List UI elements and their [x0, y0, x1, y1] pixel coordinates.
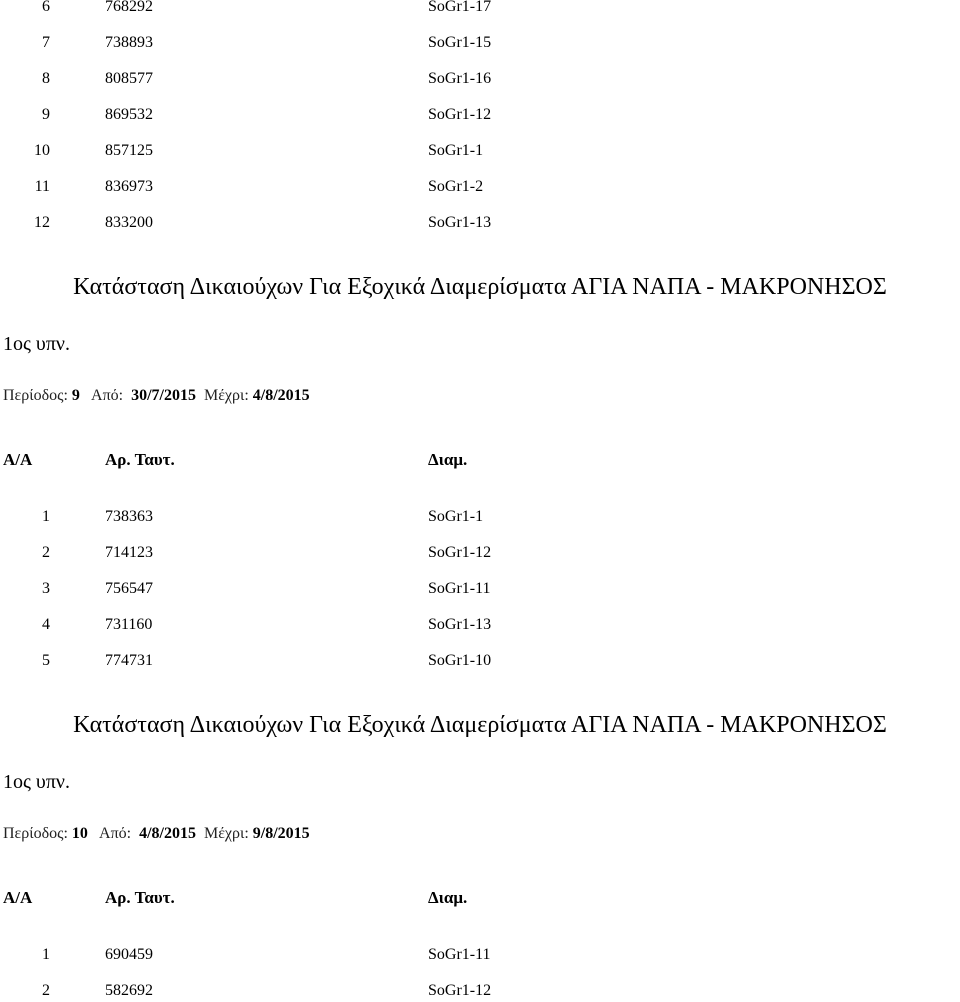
header-aa: Α/Α — [3, 450, 33, 469]
period-line — [3, 823, 310, 845]
row-number: 3 — [42, 580, 50, 597]
table-row — [0, 32, 960, 54]
row-number: 10 — [34, 142, 50, 159]
to-label: Μέχρι: — [203, 387, 249, 404]
id-number: 768292 — [105, 0, 153, 15]
apartment-code: SoGr1-12 — [428, 106, 492, 123]
apartment-code: SoGr1-17 — [428, 0, 492, 15]
apartment-code: SoGr1-1 — [428, 508, 484, 525]
floor-label: 1ος υπν. — [3, 771, 70, 793]
id-number: 836973 — [105, 178, 153, 195]
id-number: 738893 — [105, 34, 153, 51]
id-number: 714123 — [105, 544, 153, 561]
floor-label: 1ος υπν. — [3, 333, 70, 355]
apartment-code: SoGr1-13 — [428, 214, 492, 231]
table-row — [0, 176, 960, 198]
from-date: 4/8/2015 — [139, 825, 196, 842]
row-number: 12 — [34, 214, 50, 231]
row-number: 9 — [42, 106, 50, 123]
row-number: 6 — [42, 0, 50, 15]
table-row — [0, 542, 960, 564]
apartment-code: SoGr1-11 — [428, 946, 491, 963]
table-header — [0, 448, 960, 472]
header-aa: Α/Α — [3, 888, 33, 907]
id-number: 582692 — [105, 982, 153, 999]
report-title: Κατάσταση Δικαιούχων Για Εξοχικά Διαμερίσματα ΑΓΙΑ ΝΑΠΑ - ΜΑΚΡΟΝΗΣΟΣ — [73, 712, 887, 738]
row-number: 8 — [42, 70, 50, 87]
table-row — [0, 212, 960, 234]
period-label: Περίοδος: — [3, 825, 68, 842]
apartment-code: SoGr1-10 — [428, 652, 492, 669]
from-date: 30/7/2015 — [131, 387, 196, 404]
period-value: 9 — [71, 387, 80, 404]
to-date: 4/8/2015 — [252, 387, 310, 404]
table-row — [0, 0, 960, 18]
table-row — [0, 506, 960, 528]
id-number: 869532 — [105, 106, 153, 123]
report-title: Κατάσταση Δικαιούχων Για Εξοχικά Διαμερίσματα ΑΓΙΑ ΝΑΠΑ - ΜΑΚΡΟΝΗΣΟΣ — [73, 274, 887, 300]
row-number: 2 — [42, 982, 50, 999]
apartment-code: SoGr1-13 — [428, 616, 492, 633]
apartment-code: SoGr1-2 — [428, 178, 484, 195]
id-number: 731160 — [105, 616, 153, 633]
id-number: 774731 — [105, 652, 153, 669]
id-number: 690459 — [105, 946, 153, 963]
period-label: Περίοδος: — [3, 387, 68, 404]
period-line — [3, 385, 310, 407]
header-id: Αρ. Ταυτ. — [105, 450, 175, 469]
from-label: Από: — [91, 387, 124, 404]
table-row — [0, 104, 960, 126]
table-row — [0, 140, 960, 162]
table-header — [0, 886, 960, 910]
id-number: 857125 — [105, 142, 153, 159]
period-value: 10 — [71, 825, 88, 842]
id-number: 738363 — [105, 508, 153, 525]
header-apartment: Διαμ. — [428, 888, 468, 907]
row-number: 11 — [34, 178, 50, 195]
table-row — [0, 980, 960, 1002]
apartment-code: SoGr1-12 — [428, 544, 492, 561]
apartment-code: SoGr1-16 — [428, 70, 492, 87]
header-apartment: Διαμ. — [428, 450, 468, 469]
id-number: 808577 — [105, 70, 153, 87]
table-row — [0, 614, 960, 636]
id-number: 756547 — [105, 580, 153, 597]
id-number: 833200 — [105, 214, 153, 231]
table-row — [0, 650, 960, 672]
row-number: 5 — [42, 652, 50, 669]
to-label: Μέχρι: — [203, 825, 249, 842]
header-id: Αρ. Ταυτ. — [105, 888, 175, 907]
table-row — [0, 578, 960, 600]
row-number: 2 — [42, 544, 50, 561]
apartment-code: SoGr1-1 — [428, 142, 484, 159]
to-date: 9/8/2015 — [252, 825, 310, 842]
apartment-code: SoGr1-12 — [428, 982, 492, 999]
row-number: 1 — [42, 946, 50, 963]
apartment-code: SoGr1-11 — [428, 580, 491, 597]
row-number: 4 — [42, 616, 50, 633]
table-row — [0, 944, 960, 966]
row-number: 1 — [42, 508, 50, 525]
from-label: Από: — [99, 825, 132, 842]
table-row — [0, 68, 960, 90]
row-number: 7 — [42, 34, 50, 51]
apartment-code: SoGr1-15 — [428, 34, 492, 51]
